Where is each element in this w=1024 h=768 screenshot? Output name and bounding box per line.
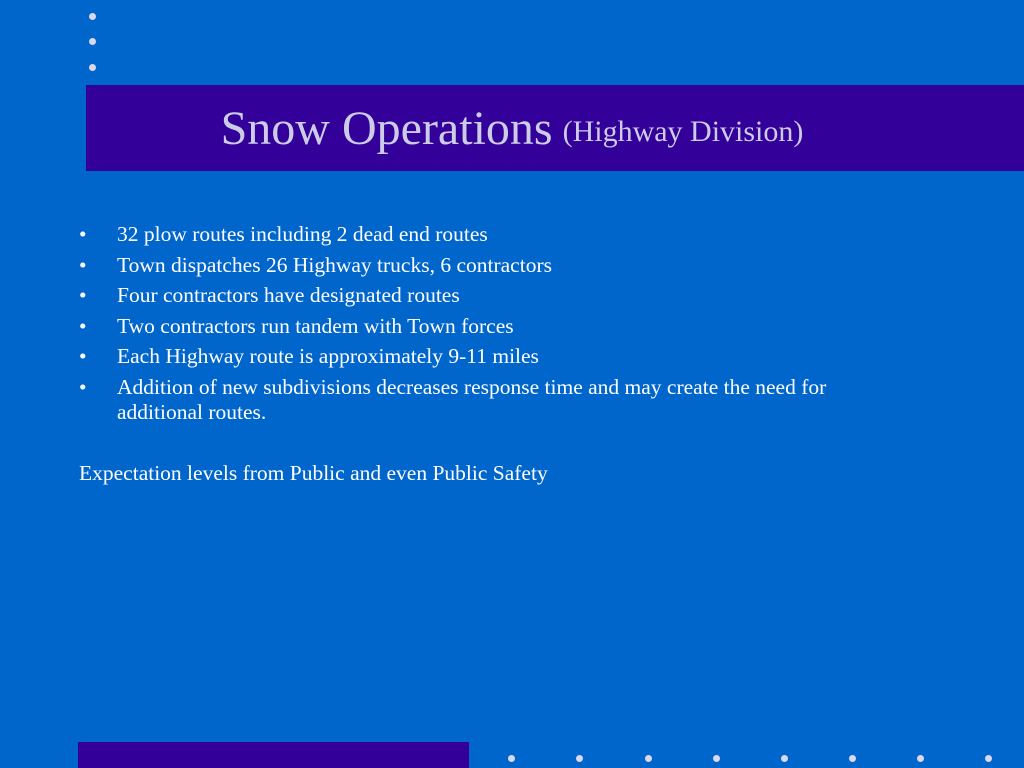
- bullet-marker: •: [79, 374, 87, 399]
- decor-dot-vertical-3: [89, 64, 96, 71]
- slide-title-subtitle: (Highway Division): [562, 115, 804, 148]
- bullet-marker: •: [79, 344, 87, 368]
- bullet-marker: •: [79, 252, 87, 277]
- bullet-item: [79, 253, 899, 278]
- bullet-item: [79, 283, 899, 308]
- decor-dot-horizontal-7: [917, 755, 924, 762]
- bullet-item: [79, 375, 899, 425]
- bullet-list: [79, 222, 899, 430]
- decor-dot-vertical-1: [89, 13, 96, 20]
- bullet-text: 32 plow routes including 2 dead end routes: [117, 222, 488, 246]
- decor-dot-horizontal-3: [645, 755, 652, 762]
- decor-dot-horizontal-1: [508, 755, 515, 762]
- decor-dot-horizontal-2: [576, 755, 583, 762]
- decor-dot-horizontal-5: [781, 755, 788, 762]
- bottom-bar: [78, 742, 469, 768]
- decor-dot-horizontal-8: [985, 755, 992, 762]
- decor-dot-horizontal-4: [713, 755, 720, 762]
- bullet-marker: •: [79, 222, 87, 246]
- bullet-marker: •: [79, 313, 87, 338]
- bullet-text: Two contractors run tandem with Town forces: [117, 313, 514, 338]
- bullet-item: [79, 222, 899, 247]
- decor-dot-horizontal-6: [849, 755, 856, 762]
- bullet-text: Each Highway route is approximately 9-11 miles: [117, 344, 539, 368]
- slide-title-main: Snow Operations: [220, 101, 553, 155]
- bullet-item: [79, 314, 899, 339]
- decor-dot-vertical-2: [89, 38, 96, 45]
- bullet-item: [79, 344, 899, 369]
- bullet-marker: •: [79, 283, 87, 307]
- expectation-note: Expectation levels from Public and even Public Safety: [79, 461, 548, 485]
- bullet-text: Town dispatches 26 Highway trucks, 6 contractors: [117, 252, 552, 277]
- slide-title: [86, 85, 938, 171]
- bullet-text: Four contractors have designated routes: [117, 283, 460, 307]
- bullet-text: Addition of new subdivisions decreases response time and may create the need for additional routes.: [117, 374, 827, 424]
